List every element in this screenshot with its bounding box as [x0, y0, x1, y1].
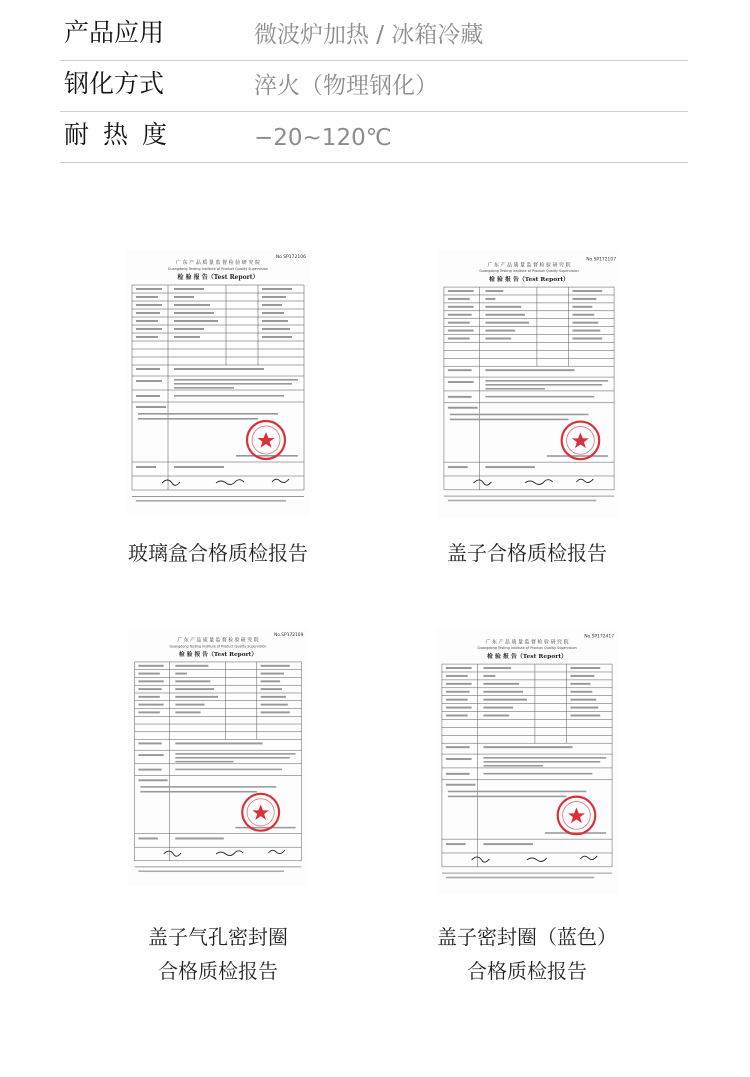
- report-caption: [68, 920, 368, 988]
- report-institute-en: Guangdong Testing Institute of Product Quality Supervision: [167, 267, 269, 271]
- report-doc-title: 检 验 报 告（Test Report）: [178, 652, 258, 659]
- report-institute-en: Guangdong Testing Institute of Product Quality Supervision: [477, 646, 577, 651]
- caption-line: 盖子气孔密封圈: [148, 925, 288, 949]
- report-institute-en: Guangdong Testing Institute of Product Quality Supervision: [169, 644, 267, 649]
- report-document: [436, 628, 618, 894]
- report-caption: [377, 920, 677, 988]
- test-report-image: [126, 250, 310, 516]
- official-red-seal-icon: [558, 797, 596, 835]
- report-doc-title: 检 验 报 告（Test Report）: [487, 653, 567, 661]
- spec-label: 产品应用: [64, 18, 165, 47]
- caption-line: 合格质检报告: [467, 959, 587, 983]
- spec-value: 淬火（物理钢化）: [254, 73, 438, 99]
- report-document: [126, 250, 310, 516]
- test-report-image: [438, 250, 620, 518]
- report-institute-cn: 广 东 产 品 质 量 监 督 检 验 研 究 院: [177, 638, 259, 644]
- report-document: [438, 250, 620, 518]
- spec-label: 耐热度: [64, 120, 182, 149]
- spec-table: [60, 0, 688, 163]
- spec-value: 微波炉加热 / 冰箱冷藏: [254, 22, 484, 48]
- report-institute-cn: 广 东 产 品 质 量 监 督 检 验 研 究 院: [485, 639, 569, 646]
- report-doc-title: 检 验 报 告（Test Report）: [177, 274, 259, 281]
- report-doc-title: 检 验 报 告（Test Report）: [489, 276, 569, 284]
- test-report-image: [128, 628, 308, 886]
- official-red-seal-icon: [247, 421, 285, 459]
- test-report-image: [436, 628, 618, 894]
- spec-value: −20~120℃: [254, 125, 392, 151]
- spec-row-application: [60, 0, 688, 61]
- caption-line: 玻璃盒合格质检报告: [128, 541, 308, 565]
- report-caption: [377, 536, 677, 570]
- spec-row-tempering: [60, 61, 688, 112]
- official-red-seal-icon: [242, 794, 279, 831]
- caption-line: 合格质检报告: [158, 959, 278, 983]
- report-serial: No.SP172417: [584, 634, 615, 640]
- caption-line: 盖子密封圈（蓝色）: [437, 925, 617, 949]
- report-serial: No.SP172107: [586, 257, 617, 263]
- report-institute-cn: 广 东 产 品 质 量 监 督 检 验 研 究 院: [487, 262, 571, 269]
- official-red-seal-icon: [562, 422, 600, 460]
- report-institute-en: Guangdong Testing Institute of Product Quality Supervision: [479, 269, 579, 274]
- report-serial: No.SP172106: [275, 255, 306, 260]
- report-institute-cn: 广 东 产 品 质 量 监 督 检 验 研 究 院: [175, 260, 261, 266]
- spec-row-heat-resistance: [60, 112, 688, 163]
- report-document: [128, 628, 308, 886]
- report-caption: [68, 536, 368, 570]
- report-serial: No.SP172109: [274, 632, 304, 638]
- spec-label: 钢化方式: [64, 69, 165, 98]
- caption-line: 盖子合格质检报告: [447, 541, 607, 565]
